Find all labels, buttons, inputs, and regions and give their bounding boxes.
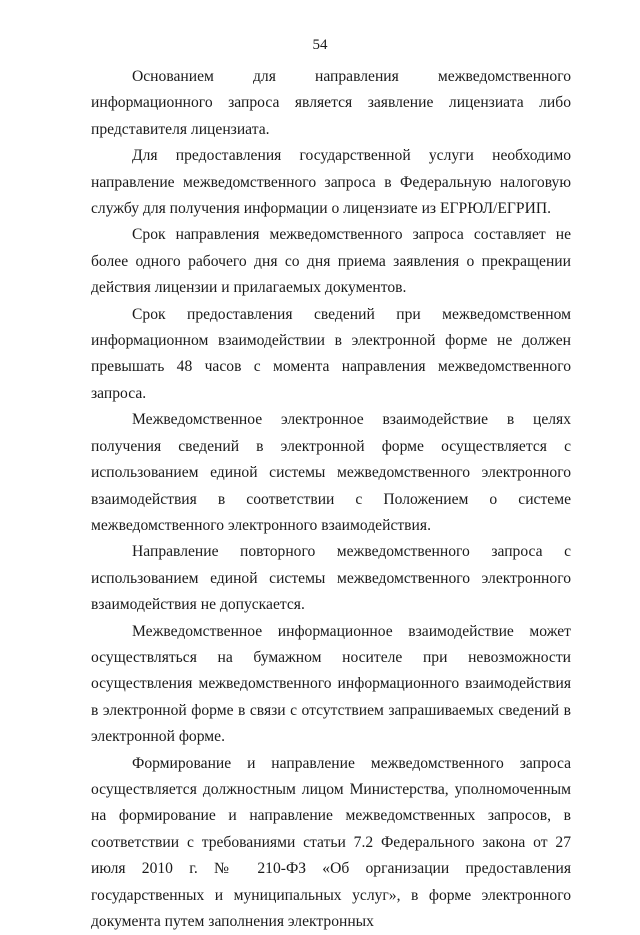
page-number: 54	[312, 37, 328, 53]
paragraph-repeat-request: Направление повторного межведомственного запроса с использованием единой системы межведомственного электронного взаимодействия не допускается.	[91, 543, 571, 614]
paragraph-request-deadline: Срок направления межведомственного запроса составляет не более одного рабочего дня со дня приема заявления о прекращении действия лицензии и прилагаемых документов.	[91, 226, 571, 297]
paragraph-tax-service-request: Для предоставления государственной услуги необходимо направление межведомственного запроса в Федеральную налоговую службу для получения информации о лицензиате из ЕГРЮЛ/ЕГРИП.	[91, 147, 571, 218]
paragraph-paper-interaction: Межведомственное информационное взаимодействие может осуществляться на бумажном носителе при невозможности осуществления межведомственного информационного взаимодействия в электронной форме в связи с отсутствием запрашиваемых сведений в электронной форме.	[91, 622, 571, 746]
paragraph-electronic-interaction: Межведомственное электронное взаимодействие в целях получения сведений в электронной форме осуществляется с использованием единой системы межведомственного электронного взаимодействия в соответствии с Положением о системе межведомственного электронного взаимодействия.	[91, 411, 571, 534]
paragraph-response-deadline: Срок предоставления сведений при межведомственном информационном взаимодействии в электронной форме не должен превышать 48 часов с момента направления межведомственного запроса.	[91, 305, 571, 402]
document-body	[91, 64, 571, 935]
paragraph-basis-for-request: Основанием для направления межведомственного информационного запроса является заявление лицензиата либо представителя лицензиата.	[91, 68, 571, 138]
paragraph-request-formation: Формирование и направление межведомственного запроса осуществляется должностным лицом Министерства, уполномоченным на формирование и направление межведомственных запросов, в соответствии с требованиями статьи 7.2 Федерального закона от 27 июля 2010 г. № 210-ФЗ «Об организации предоставления государственных и муниципальных услуг», в форме электронного документа путем заполнения электронных	[91, 754, 571, 930]
